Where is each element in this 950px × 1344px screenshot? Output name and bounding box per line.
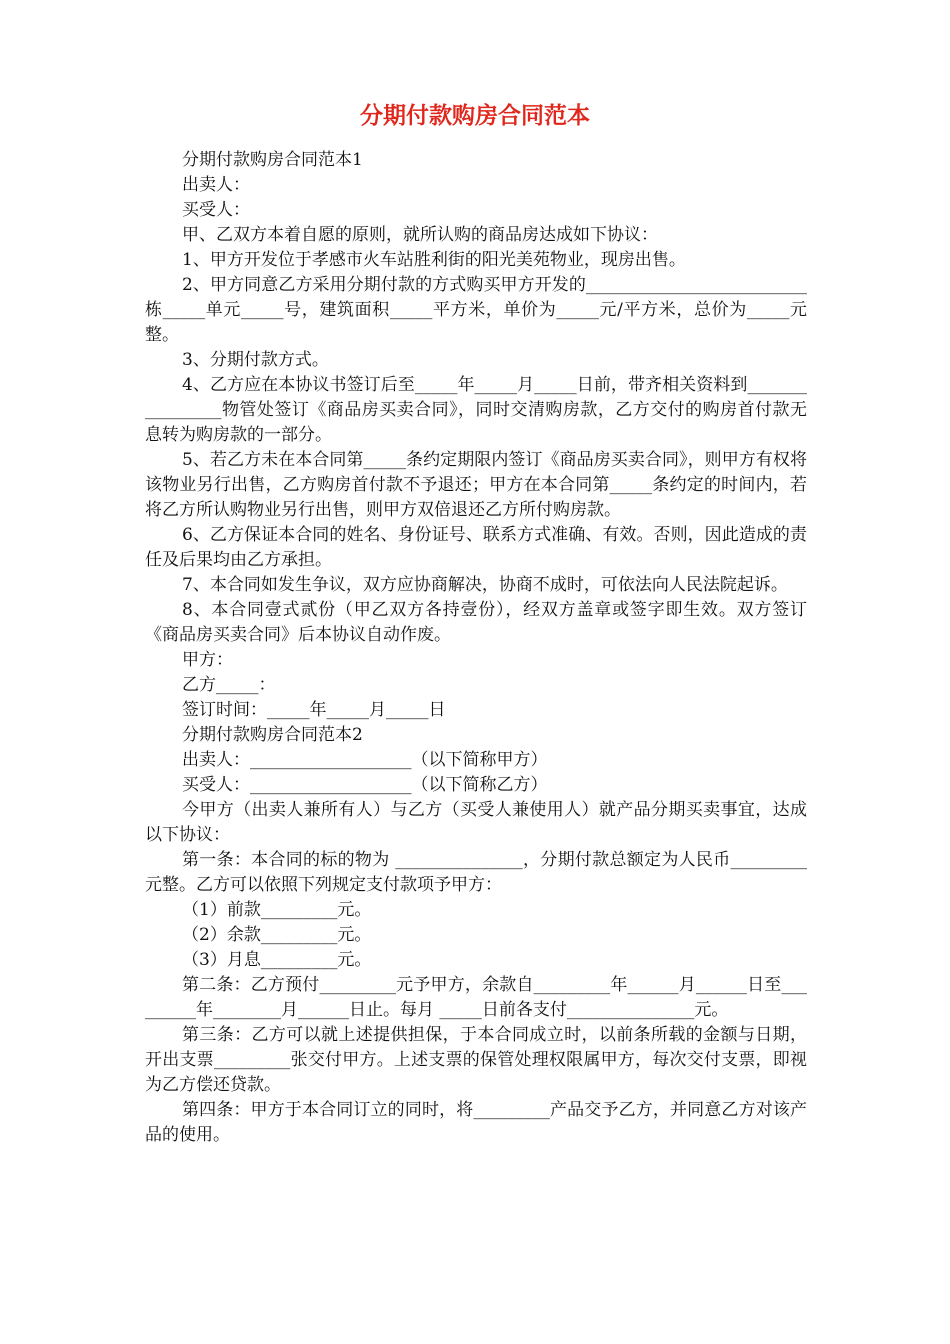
document-title: 分期付款购房合同范本 [360,103,590,129]
seller-line: 出卖人： [182,175,250,195]
party-b-signature: 乙方_____： [182,675,276,695]
clause-2: 2、甲方同意乙方采用分期付款的方式购买甲方开发的__________________________栋_____单元_____号，建筑面积_____平方米，单价为_____元/平方米，总价为_____元整。 [145,275,807,345]
article-2: 第二条：乙方预付_________元予甲方，余款自_________年______月______日至_________年________月______日止。每月 _____日前各支付_______________元。 [145,975,807,1020]
article-4: 第四条：甲方于本合同订立的同时，将_________产品交予乙方，并同意乙方对该产品的使用。 [145,1100,807,1145]
section-heading-1: 分期付款购房合同范本1 [182,150,363,170]
article-1-item-1: （1）前款_________元。 [182,900,372,920]
clause-3: 3、分期付款方式。 [182,350,329,370]
document-body [145,148,807,1148]
article-1-item-2: （2）余款_________元。 [182,925,372,945]
article-1-item-3: （3）月息_________元。 [182,950,372,970]
agreement-intro-2: 今甲方（出卖人兼所有人）与乙方（买受人兼使用人）就产品分期买卖事宜，达成以下协议： [145,800,807,845]
seller-line-2: 出卖人：___________________（以下简称甲方） [182,750,548,770]
article-3: 第三条：乙方可以就上述提供担保，于本合同成立时，以前条所载的金额与日期，开出支票_________张交付甲方。上述支票的保管处理权限属甲方，每次交付支票，即视为乙方偿还贷款。 [145,1025,807,1095]
buyer-line: 买受人： [182,200,250,220]
party-a-signature: 甲方： [182,650,233,670]
section-heading-2: 分期付款购房合同范本2 [182,725,363,745]
clause-5: 5、若乙方未在本合同第_____条约定期限内签订《商品房买卖合同》，则甲方有权将该物业另行出售，乙方购房首付款不予退还；甲方在本合同第_____条约定的时间内，若将乙方所认购物业另行出售，则甲方双倍退还乙方所付购房款。 [145,450,807,520]
clause-4: 4、乙方应在本协议书签订后至_____年_____月_____日前，带齐相关资料到________________物管处签订《商品房买卖合同》，同时交清购房款，乙方交付的购房首付款无息转为购房款的一部分。 [145,375,807,445]
agreement-intro: 甲、乙双方本着自愿的原则，就所认购的商品房达成如下协议： [182,225,658,245]
clause-8: 8、本合同壹式贰份（甲乙双方各持壹份），经双方盖章或签字即生效。双方签订《商品房买卖合同》后本协议自动作废。 [145,600,807,645]
article-1: 第一条：本合同的标的物为 _______________，分期付款总额定为人民币_________元整。乙方可以依照下列规定支付款项予甲方： [145,850,807,895]
signing-date: 签订时间：_____年_____月_____日 [182,700,446,720]
clause-7: 7、本合同如发生争议，双方应协商解决，协商不成时，可依法向人民法院起诉。 [182,575,788,595]
clause-1: 1、甲方开发位于孝感市火车站胜利街的阳光美苑物业，现房出售。 [182,250,686,270]
buyer-line-2: 买受人：___________________（以下简称乙方） [182,775,548,795]
clause-6: 6、乙方保证本合同的姓名、身份证号、联系方式准确、有效。否则，因此造成的责任及后果均由乙方承担。 [145,525,807,570]
